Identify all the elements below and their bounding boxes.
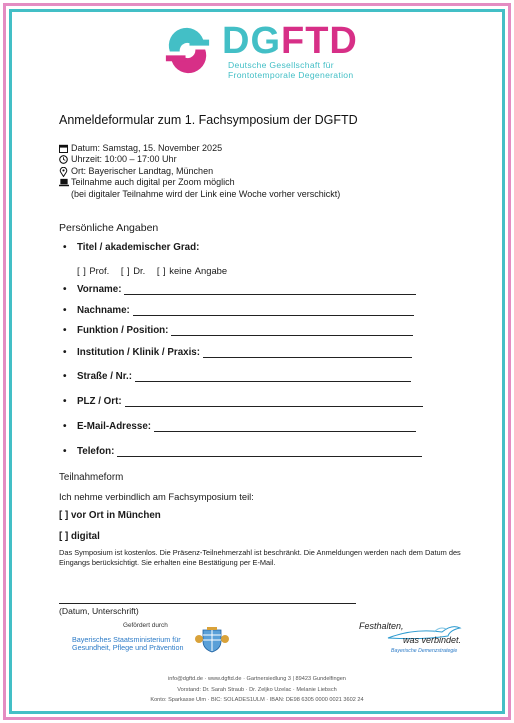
field-institution-label: Institution / Klinik / Praxis: bbox=[77, 347, 201, 358]
field-strasse: • Straße / Nr.: bbox=[63, 371, 411, 382]
personal-section-heading: Persönliche Angaben bbox=[59, 222, 159, 234]
footer-board: Vorstand: Dr. Sarah Straub · Dr. Zeljko Uzelac · Melanie Liebsch bbox=[177, 687, 337, 693]
option-prof[interactable]: [ ] Prof. bbox=[77, 265, 110, 276]
field-nachname: • Nachname: bbox=[63, 305, 414, 316]
gefoerdert-durch: Gefördert durch bbox=[123, 622, 168, 629]
institution-input-line[interactable] bbox=[203, 348, 412, 358]
field-email: • E-Mail-Adresse: bbox=[63, 421, 416, 432]
email-input-line[interactable] bbox=[154, 422, 416, 432]
logo-subtitle: Deutsche Gesellschaft für Frontotemporale Degeneration bbox=[228, 60, 354, 80]
field-telefon: • Telefon: bbox=[63, 446, 422, 457]
option-dr[interactable]: [ ] Dr. bbox=[120, 265, 146, 276]
info-digital-note: (bei digitaler Teilnahme wird der Link eine Woche vorher verschickt) bbox=[71, 188, 341, 199]
logo-wordmark: DGFTD bbox=[222, 20, 358, 62]
info-location: Ort: Bayerischer Landtag, München bbox=[59, 166, 340, 177]
dgftd-logo bbox=[160, 20, 360, 80]
form-title: Anmeldeformular zum 1. Fachsymposium der DGFTD bbox=[59, 113, 358, 127]
event-info bbox=[59, 143, 340, 200]
verbindet-text: was verbindet. bbox=[403, 635, 462, 645]
titel-options bbox=[77, 265, 235, 276]
signature-line[interactable] bbox=[59, 603, 356, 604]
clock-icon bbox=[59, 154, 71, 164]
option-keine-angabe[interactable]: [ ] keine Angabe bbox=[156, 265, 228, 276]
teilnahme-section-heading: Teilnahmeform bbox=[59, 472, 124, 483]
footer-contact: info@dgftd.de · www.dgftd.de · Gartnersiedlung 3 | 89423 Gundelfingen bbox=[168, 676, 346, 682]
field-titel-label: Titel / akademischer Grad: bbox=[77, 242, 200, 253]
field-telefon-label: Telefon: bbox=[77, 446, 115, 457]
calendar-icon bbox=[59, 143, 71, 153]
field-email-label: E-Mail-Adresse: bbox=[77, 421, 152, 432]
demenzstrategie-text: Bayerische Demenzstrategie bbox=[391, 648, 458, 654]
field-funktion-label: Funktion / Position: bbox=[77, 325, 169, 336]
field-nachname-label: Nachname: bbox=[77, 305, 130, 316]
footer-bank: Konto: Sparkasse Ulm · BIC: SOLADES1ULM · IBAN: DE98 6305 0000 0021 3602 24 bbox=[150, 697, 364, 703]
funktion-input-line[interactable] bbox=[171, 326, 413, 336]
info-date: Datum: Samstag, 15. November 2025 bbox=[59, 143, 340, 154]
strasse-input-line[interactable] bbox=[135, 372, 411, 382]
field-plz-ort-label: PLZ / Ort: bbox=[77, 396, 122, 407]
plz-ort-input-line[interactable] bbox=[125, 397, 423, 407]
ministry-name: Bayerisches Staatsministerium für Gesundheit, Pflege und Prävention bbox=[72, 635, 184, 653]
nachname-input-line[interactable] bbox=[133, 306, 414, 316]
info-time: Uhrzeit: 10:00 – 17:00 Uhr bbox=[59, 154, 340, 165]
laptop-icon bbox=[59, 177, 71, 187]
festhalten-text: Festhalten, bbox=[359, 621, 404, 631]
field-titel: • Titel / akademischer Grad: bbox=[63, 242, 200, 253]
field-funktion: • Funktion / Position: bbox=[63, 325, 413, 336]
signature-label: (Datum, Unterschrift) bbox=[59, 606, 139, 616]
teilnahme-note: Das Symposium ist kostenlos. Die Präsenz-Teilnehmerzahl ist beschränkt. Die Anmeldungen werden nach dem Datum des Eingangs berücksichtigt. Sie erhalten eine Bestätigung per E-Mail. bbox=[59, 548, 461, 567]
field-institution: • Institution / Klinik / Praxis: bbox=[63, 347, 412, 358]
field-vorname: • Vorname: bbox=[63, 284, 416, 295]
dgftd-logo-mark-icon bbox=[160, 22, 215, 77]
info-digital: Teilnahme auch digital per Zoom möglich bbox=[59, 177, 340, 188]
vorname-input-line[interactable] bbox=[124, 285, 416, 295]
teilnahme-text: Ich nehme verbindlich am Fachsymposium teil: bbox=[59, 491, 254, 502]
bavarian-coat-of-arms-icon bbox=[193, 627, 231, 653]
field-strasse-label: Straße / Nr.: bbox=[77, 371, 132, 382]
telefon-input-line[interactable] bbox=[117, 447, 422, 457]
option-vor-ort[interactable]: [ ] vor Ort in München bbox=[59, 510, 161, 521]
field-plz-ort: • PLZ / Ort: bbox=[63, 396, 423, 407]
option-digital[interactable]: [ ] digital bbox=[59, 531, 100, 542]
field-vorname-label: Vorname: bbox=[77, 284, 122, 295]
location-pin-icon bbox=[59, 166, 71, 177]
